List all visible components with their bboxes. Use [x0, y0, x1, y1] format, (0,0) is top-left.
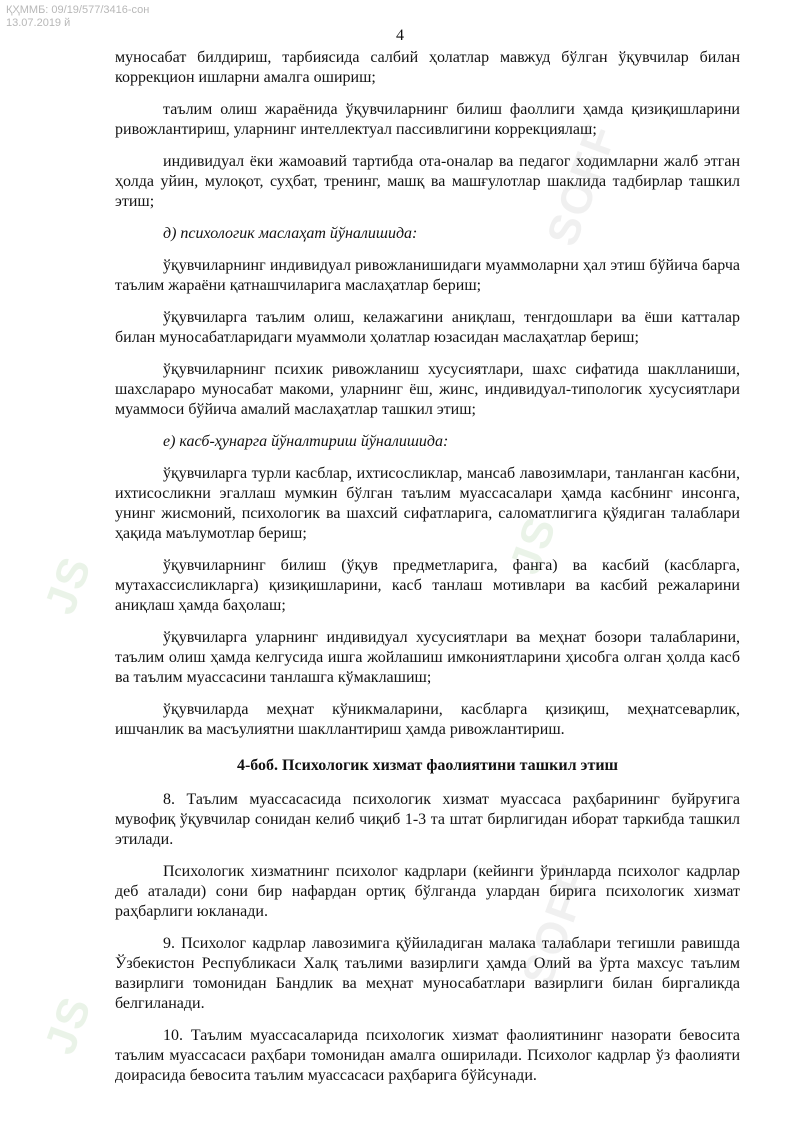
registration-number: ҚҲММБ: 09/19/577/3416-сон [6, 4, 150, 16]
paragraph: ўқувчиларга турли касблар, ихтисосликлар, мансаб лавозимлари, танланган касбни, ихтисосликни эгаллаш мумкин бўлган таълим муассасалари ҳамда касбнинг инсонга, унинг жисмоний, психологик ва шахсий сифатларига, саломатлигига қўядиган талаблари ҳақида маълумотлар бериш; [115, 465, 740, 542]
section-subheading: д) психологик маслаҳат йўналишида: [163, 225, 418, 242]
paragraph: индивидуал ёки жамоавий тартибда ота-оналар ва педагог ходимларни жалб этган ҳолда уйин, мулоқот, суҳбат, тренинг, машқ ва машғулотлар шаклида тадбирлар ташкил этиш; [115, 153, 740, 210]
page-number: 4 [396, 27, 404, 44]
paragraph: ўқувчиларга таълим олиш, келажагини аниқлаш, тенгдошлари ва ёши катталар билан муносабатларидаги муаммоли ҳолатлар юзасидан маслаҳатлар бериш; [115, 309, 740, 346]
section-subheading: е) касб-ҳунарга йўналтириш йўналишида: [163, 433, 449, 450]
paragraph: 9. Психолог кадрлар лавозимига қўйиладиган малака талаблари тегишли равишда Ўзбекистон Республикаси Халқ таълими вазирлиги ҳамда Олий ва ўрта махсус таълим вазирлиги томонидан Бандлик ва меҳнат муносабатлари вазирлиги билан биргаликда белгиланади. [115, 935, 740, 1012]
watermark-logo-left-lower: JS [35, 989, 102, 1061]
watermark-logo-left: JS [35, 549, 102, 621]
paragraph: ўқувчиларнинг билиш (ўқув предметларига, фанга) ва касбий (касбларга, мутахассисликларга) қизиқишларини, касб танлаш мотивлари ва касбий режаларини аниқлаш ҳамда баҳолаш; [115, 557, 740, 614]
watermark-logo-right: SOFF [537, 117, 627, 253]
paragraph: ўқувчиларда меҳнат кўникмаларини, касбларга қизиқиш, меҳнатсеварлик, ишчанлик ва масъулиятни шакллантириш ҳамда ривожлантириш. [115, 701, 740, 738]
watermark-logo-right-lower: SOFF [512, 857, 602, 993]
paragraph: Психологик хизматнинг психолог кадрлари (кейинги ўринларда психолог кадрлар деб аталади) сони бир нафардан ортиқ бўлганда улардан бирига психологик хизмат раҳбарлиги юкланади. [115, 863, 740, 920]
document-body [115, 48, 740, 1098]
paragraph: ўқувчиларнинг психик ривожланиш хусусиятлари, шахс сифатида шаклланиши, шахслараро муносабат макоми, уларнинг ёш, жинс, индивидуал-типологик хусусиятлари муаммоси бўйича амалий маслаҳатлар ташкил этиш; [115, 361, 740, 418]
paragraph: муносабат билдириш, тарбиясида салбий ҳолатлар мавжуд бўлган ўқувчилар билан коррекцион ишларни амалга ошириш; [115, 49, 740, 86]
paragraph: таълим олиш жараёнида ўқувчиларнинг билиш фаоллиги ҳамда қизиқишларини ривожлантириш, уларнинг интеллектуал пассивлигини коррекциялаш; [115, 101, 740, 138]
watermark-logo-right-mid: JS [500, 509, 567, 581]
paragraph: ўқувчиларга уларнинг индивидуал хусусиятлари ва меҳнат бозори талабларини, таълим олиш ҳамда келгусида ишга жойлашиш имкониятларини ҳисобга олган ҳолда касб ва таълим муассасини танлашга кўмаклашиш; [115, 629, 740, 686]
registration-date: 13.07.2019 й [6, 17, 71, 29]
paragraph: 10. Таълим муассасаларида психологик хизмат фаолиятининг назорати бевосита таълим муассасаси раҳбари томонидан амалга оширилади. Психолог кадрлар ўз фаолияти доирасида бевосита таълим муассасаси раҳбарига бўйсунади. [115, 1027, 740, 1084]
paragraph: ўқувчиларнинг индивидуал ривожланишидаги муаммоларни ҳал этиш бўйича барча таълим жараёни қатнашчиларига маслаҳатлар бериш; [115, 257, 740, 294]
paragraph: 8. Таълим муассасасида психологик хизмат муассаса раҳбарининг буйруғига мувофиқ ўқувчилар сонидан келиб чиқиб 1-3 та штат бирлигидан иборат таркибда ташкил этилади. [115, 791, 740, 848]
chapter-heading: 4-боб. Психологик хизмат фаолиятини ташкил этиш [236, 757, 619, 774]
